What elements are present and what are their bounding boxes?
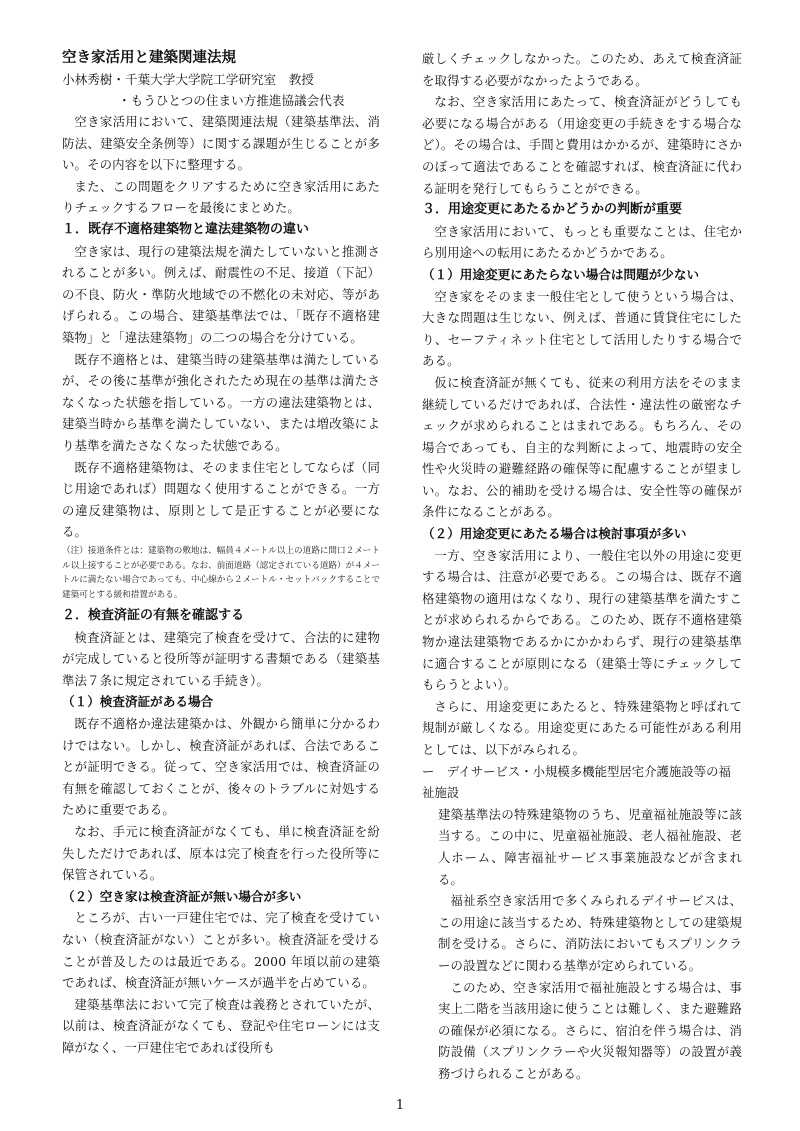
section-2-2-heading: （２）空き家は検査済証が無い場合が多い <box>62 888 302 904</box>
left-column <box>62 48 380 1059</box>
section-3-1-paragraph-1: 空き家をそのまま一般住宅として使うという場合は、大きな問題は生じない、例えば、普通に賃貸住宅にしたり、セーフティネット住宅として活用したりする場合である。 <box>422 288 742 369</box>
page-title: 空き家活用と建築関連法規 <box>62 50 236 66</box>
footnote-setback: （注）接道条件とは：建築物の敷地は、幅員４メートル以上の道路に間口２メートル以上接することが必要である。なお、前面道路（認定されている道路）が４メートルに満たない場合であっても、中心線から２メートル・セットバックすることで建築可とする緩和措置がある。 <box>62 545 380 601</box>
section-2-1-paragraph-1: 既存不適格か違法建築かは、外観から簡単に分かるわけではない。しかし、検査済証があれば、合法であることが証明できる。従って、空き家活用では、検査済証の有無を確認しておくことが、後々のトラブルに対処するために重要である。 <box>62 716 380 818</box>
section-2-1-heading: （１）検査済証がある場合 <box>62 694 214 710</box>
intro-paragraph-1: 空き家活用において、建築関連法規（建築基準法、消防法、建築安全条例等）に関する課題が生じることが多い。その内容を以下に整理する。 <box>62 114 380 173</box>
section-1-heading: １．既存不適格建築物と違法建築物の違い <box>62 221 310 237</box>
inspection-certificate-note-paragraph: なお、空き家活用にあたって、検査済証がどうしても必要になる場合がある（用途変更の手続きをする場合など）。その場合は、手間と費用はかかるが、建築時にさかのぼって適法であることを確認すれば、検査済証に代わる証明を発行してもらうことができる。 <box>422 94 742 196</box>
section-3-2-heading: （２）用途変更にあたる場合は検討事項が多い <box>422 526 687 542</box>
continued-paragraph: 厳しくチェックしなかった。このため、あえて検査済証を取得する必要がなかったようである。 <box>422 51 742 88</box>
section-3-1-heading: （１）用途変更にあたらない場合は問題が少ない <box>422 266 700 282</box>
section-2-2-paragraph-2: 建築基準法において完了検査は義務とされていたが、以前は、検査済証がなくても、登記や住宅ローンには支障がなく、一戸建住宅であれば役所も <box>62 996 380 1055</box>
section-2-1-paragraph-2: なお、手元に検査済証がなくても、単に検査済証を紛失しただけであれば、原本は完了検査を行った役所等に保管されている。 <box>62 824 380 883</box>
bullet-paragraph-3: このため、空き家活用で福祉施設とする場合は、事実上二階を当該用途に使うことは難しく、また避難路の確保が必須になる。さらに、宿泊を伴う場合は、消防設備（スプリンクラーや火災報知器等）の設置が義務づけられることがある。 <box>438 979 742 1081</box>
section-2-heading: ２．検査済証の有無を確認する <box>62 608 245 624</box>
welfare-facility-bullet: ー デイサービス・小規模多機能型居宅介護施設等の福祉施設 <box>422 763 731 801</box>
section-3-1-paragraph-2: 仮に検査済証が無くても、従来の利用方法をそのまま継続しているだけであれば、合法性・違法性の厳密なチェックが求められることはまれである。もちろん、その場合であっても、自主的な判断によって、地震時の安全性や火災時の避難経路の確保等に配慮することが望ましい。なお、公的補助を受ける場合は、安全性等の確保が条件になることがある。 <box>422 374 742 520</box>
section-2-paragraph-1: 検査済証とは、建築完了検査を受けて、合法的に建物が完成していると役所等が証明する書類である（建築基準法７条に規定されている手続き）。 <box>62 629 380 688</box>
author-role: ・もうひとつの住まい方推進協議会代表 <box>118 93 345 108</box>
right-column <box>422 48 742 1085</box>
section-1-paragraph-2: 既存不適格とは、建築当時の建築基準は満たしているが、その後に基準が強化されたため現在の基準は満たさなくなった状態を指している。一方の違法建築物とは、建築当時から基準を満たしていない、または増改築により基準を満たさなくなった状態である。 <box>62 351 380 453</box>
section-3-heading: ３．用途変更にあたるかどうかの判断が重要 <box>422 202 683 218</box>
section-3-paragraph-1: 空き家活用において、もっとも重要なことは、住宅から別用途への転用にあたるかどうかである。 <box>422 223 742 261</box>
intro-paragraph-2: また、この問題をクリアするために空き家活用にあたりチェックするフローを最後にまとめた。 <box>62 178 380 216</box>
section-3-2-paragraph-1: 一方、空き家活用により、一般住宅以外の用途に変更する場合は、注意が必要である。この場合は、既存不適格建築物の適用はなくなり、現行の建築基準を満たすことが求められるからである。このため、既存不適格建築物か違法建築物であるかにかかわらず、現行の建築基準に適合することが原則になる（建築士等にチェックしてもらうとよい）。 <box>422 547 742 693</box>
page-number: 1 <box>395 1098 405 1113</box>
section-1-paragraph-1: 空き家は、現行の建築法規を満たしていないと推測されることが多い。例えば、耐震性の不足、接道（下記）の不良、防火・準防火地域での不燃化の未対応、等があげられる。この場合、建築基準法では、「既存不適格建築物」と「違法建築物」の二つの場合を分けている。 <box>62 243 380 345</box>
author-affiliation: 小林秀樹・千葉大学大学院工学研究室 教授 <box>62 72 314 87</box>
section-2-2-paragraph-1: ところが、古い一戸建住宅では、完了検査を受けていない（検査済証がない）ことが多い。検査済証を受けることが普及したのは最近である。2000 年頃以前の建築であれば、検査済証が無いケースが過半を占めている。 <box>62 910 380 991</box>
section-3-2-paragraph-2: さらに、用途変更にあたると、特殊建築物と呼ばれて規制が厳しくなる。用途変更にあたる可能性がある利用としては、以下がみられる。 <box>422 698 742 757</box>
bullet-paragraph-1: 建築基準法の特殊建築物のうち、児童福祉施設等に該当する。この中に、児童福祉施設、老人福祉施設、老人ホーム、障害福祉サービス事業施設などが含まれる。 <box>438 806 742 887</box>
welfare-facility-bullet-body <box>422 804 742 1085</box>
bullet-paragraph-2: 福祉系空き家活用で多くみられるデイサービスは、この用途に該当するため、特殊建築物としての建築規制を受ける。さらに、消防法においてもスプリンクラーの設置などに関わる基準が定められている。 <box>438 893 742 973</box>
section-1-paragraph-3: 既存不適格建築物は、そのまま住宅としてならば（同じ用途であれば）問題なく使用することができる。一方の違反建築物は、原則として是正することが必要になる。 <box>62 459 380 540</box>
